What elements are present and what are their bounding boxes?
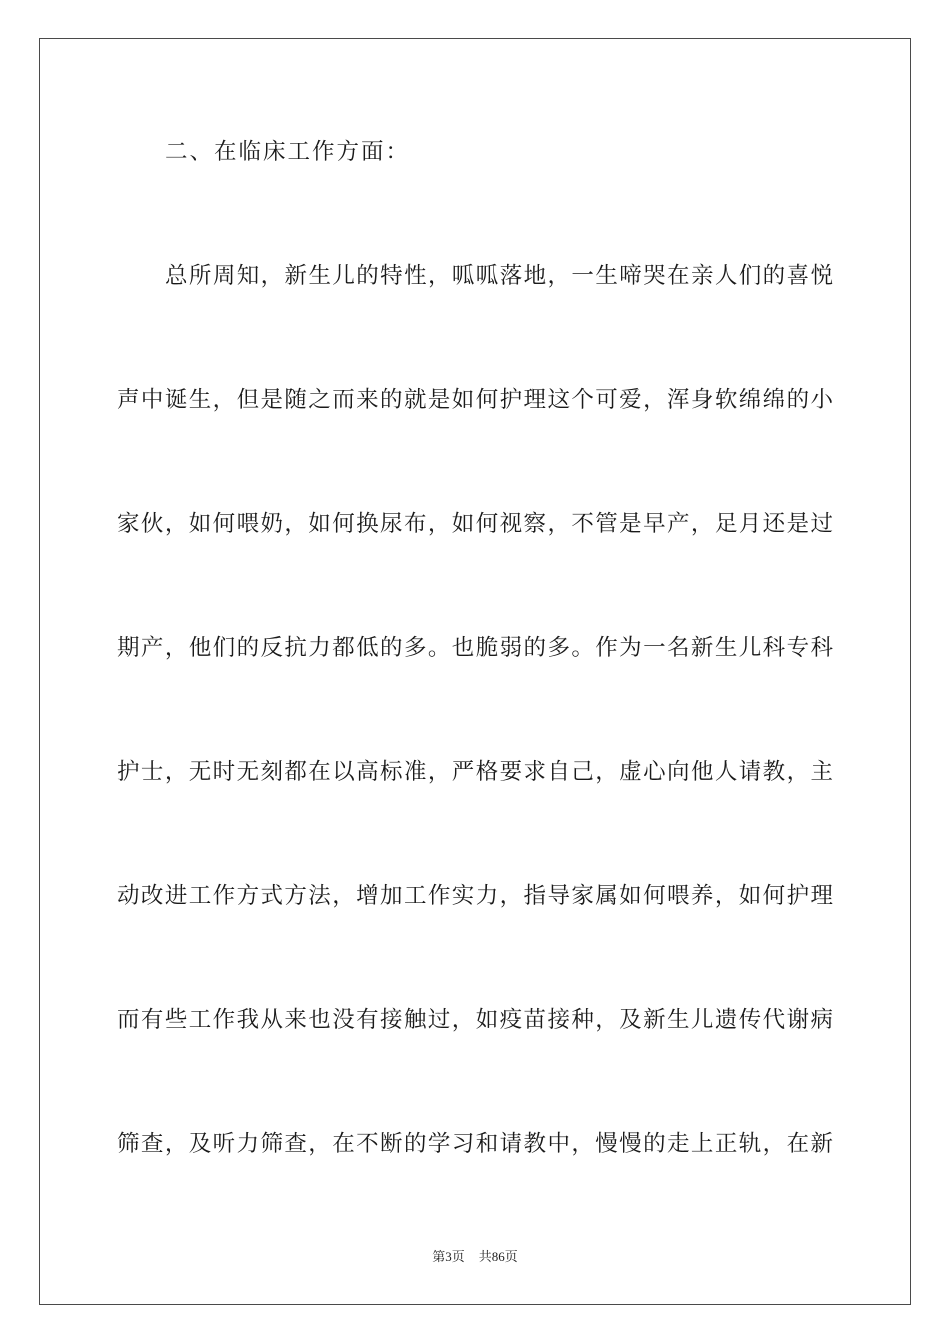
paragraph-line: 动改进工作方式方法，增加工作实力，指导家属如何喂养，如何护理	[117, 883, 833, 909]
paragraph-line: 护士，无时无刻都在以高标准，严格要求自己，虚心向他人请教，主	[117, 759, 833, 785]
section-heading: 二、在临床工作方面：	[165, 139, 411, 165]
paragraph-line: 声中诞生，但是随之而来的就是如何护理这个可爱，浑身软绵绵的小	[117, 387, 833, 413]
page-border	[39, 38, 911, 1305]
page-number: 第3页	[432, 1249, 465, 1264]
paragraph-line: 家伙，如何喂奶，如何换尿布，如何视察，不管是早产，足月还是过	[117, 511, 833, 537]
paragraph-line: 而有些工作我从来也没有接触过，如疫苗接种，及新生儿遗传代谢病	[117, 1007, 833, 1033]
paragraph-line: 总所周知，新生儿的特性，呱呱落地，一生啼哭在亲人们的喜悦	[165, 263, 833, 289]
paragraph-line: 期产，他们的反抗力都低的多。也脆弱的多。作为一名新生儿科专科	[117, 635, 833, 661]
paragraph-line: 筛查，及听力筛查，在不断的学习和请教中，慢慢的走上正轨，在新	[117, 1131, 833, 1157]
page-total: 共86页	[478, 1249, 518, 1264]
page-footer	[0, 1249, 950, 1265]
